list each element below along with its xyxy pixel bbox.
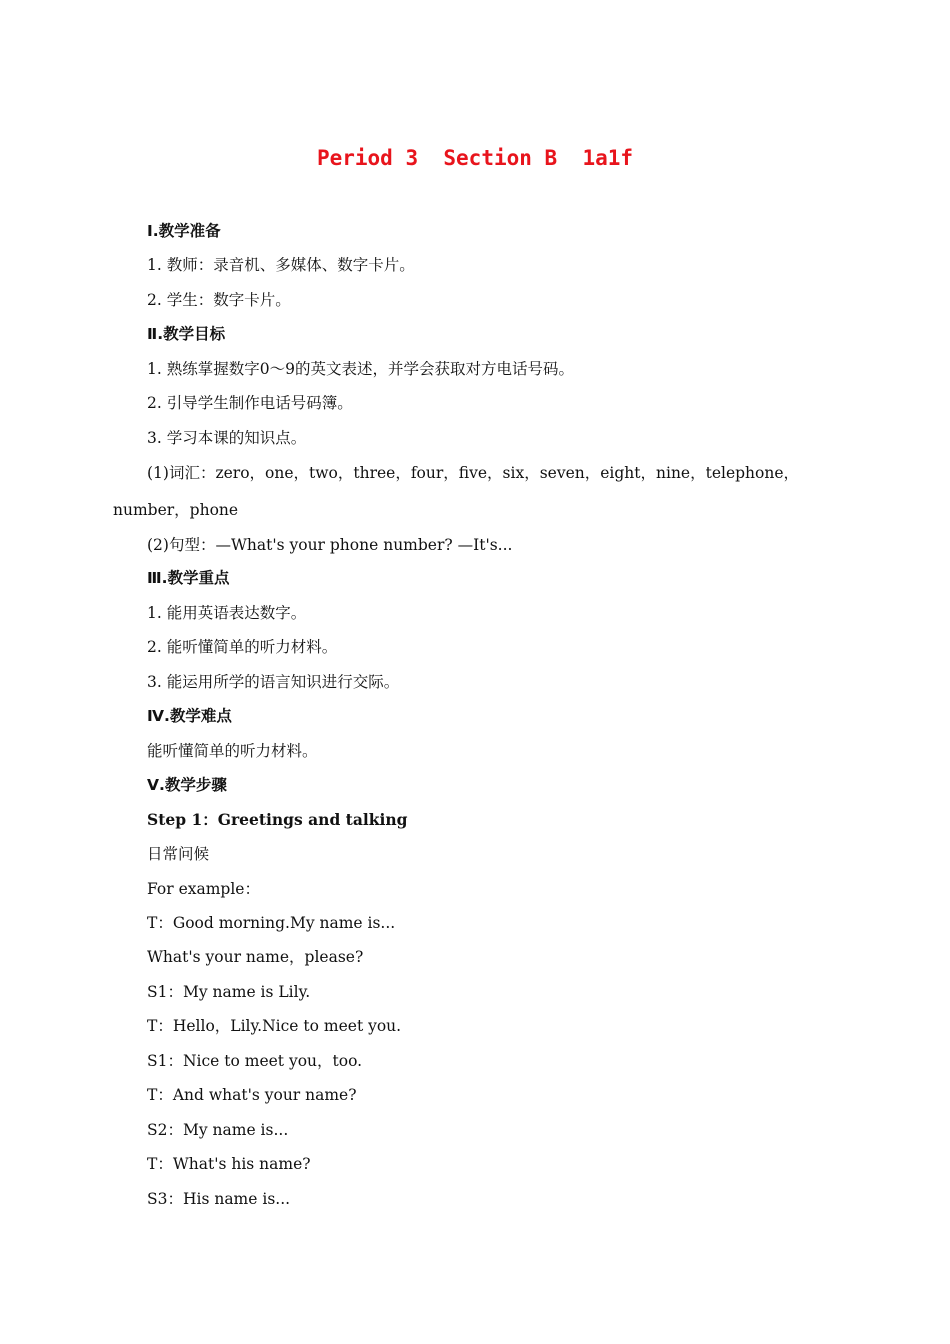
dialogue-line: T：And what's your name? <box>147 1086 357 1104</box>
dialogue-line: S2：My name is... <box>147 1121 289 1139</box>
list-item: 2. 学生：数字卡片。 <box>147 291 291 309</box>
dialogue-line: S3：His name is... <box>147 1190 291 1208</box>
list-item: 2. 能听懂简单的听力材料。 <box>147 638 338 656</box>
dialogue-line: T：Hello，Lily.Nice to meet you. <box>147 1017 402 1035</box>
section-heading-preparation: Ⅰ.教学准备 <box>147 222 221 240</box>
dialogue-line: T：What's his name? <box>147 1155 311 1173</box>
section-heading-key-points: Ⅲ.教学重点 <box>147 569 230 587</box>
list-item: 2. 引导学生制作电话号码簿。 <box>147 394 353 412</box>
sentence-pattern-line: (2)句型：—What's your phone number? —It's... <box>147 536 513 554</box>
list-item: 3. 学习本课的知识点。 <box>147 429 307 447</box>
dialogue-line: T：Good morning.My name is... <box>147 914 396 932</box>
section-heading-difficulties: Ⅳ.教学难点 <box>147 707 232 725</box>
section-heading-objectives: Ⅱ.教学目标 <box>147 325 226 343</box>
vocabulary-line-continued: number，phone <box>113 501 239 519</box>
dialogue-line: S1：My name is Lily. <box>147 983 311 1001</box>
list-item: 1. 教师：录音机、多媒体、数字卡片。 <box>147 256 415 274</box>
vocabulary-line: (1)词汇：zero，one，two，three，four，five，six，seven，eight，nine，telephone， <box>147 464 800 482</box>
list-item: 3. 能运用所学的语言知识进行交际。 <box>147 673 400 691</box>
dialogue-line: For example： <box>147 880 260 898</box>
step-1-heading: Step 1：Greetings and talking <box>147 810 408 829</box>
list-item: 1. 熟练掌握数字0～9的英文表述，并学会获取对方电话号码。 <box>147 360 574 378</box>
document-title: Period 3 Section B 1a1f <box>316 146 634 170</box>
dialogue-line: 日常问候 <box>147 845 210 863</box>
dialogue-line: What's your name，please? <box>147 948 364 966</box>
list-item: 能听懂简单的听力材料。 <box>147 742 318 760</box>
list-item: 1. 能用英语表达数字。 <box>147 604 307 622</box>
section-heading-procedure: Ⅴ.教学步骤 <box>147 776 227 794</box>
dialogue-line: S1：Nice to meet you，too. <box>147 1052 363 1070</box>
